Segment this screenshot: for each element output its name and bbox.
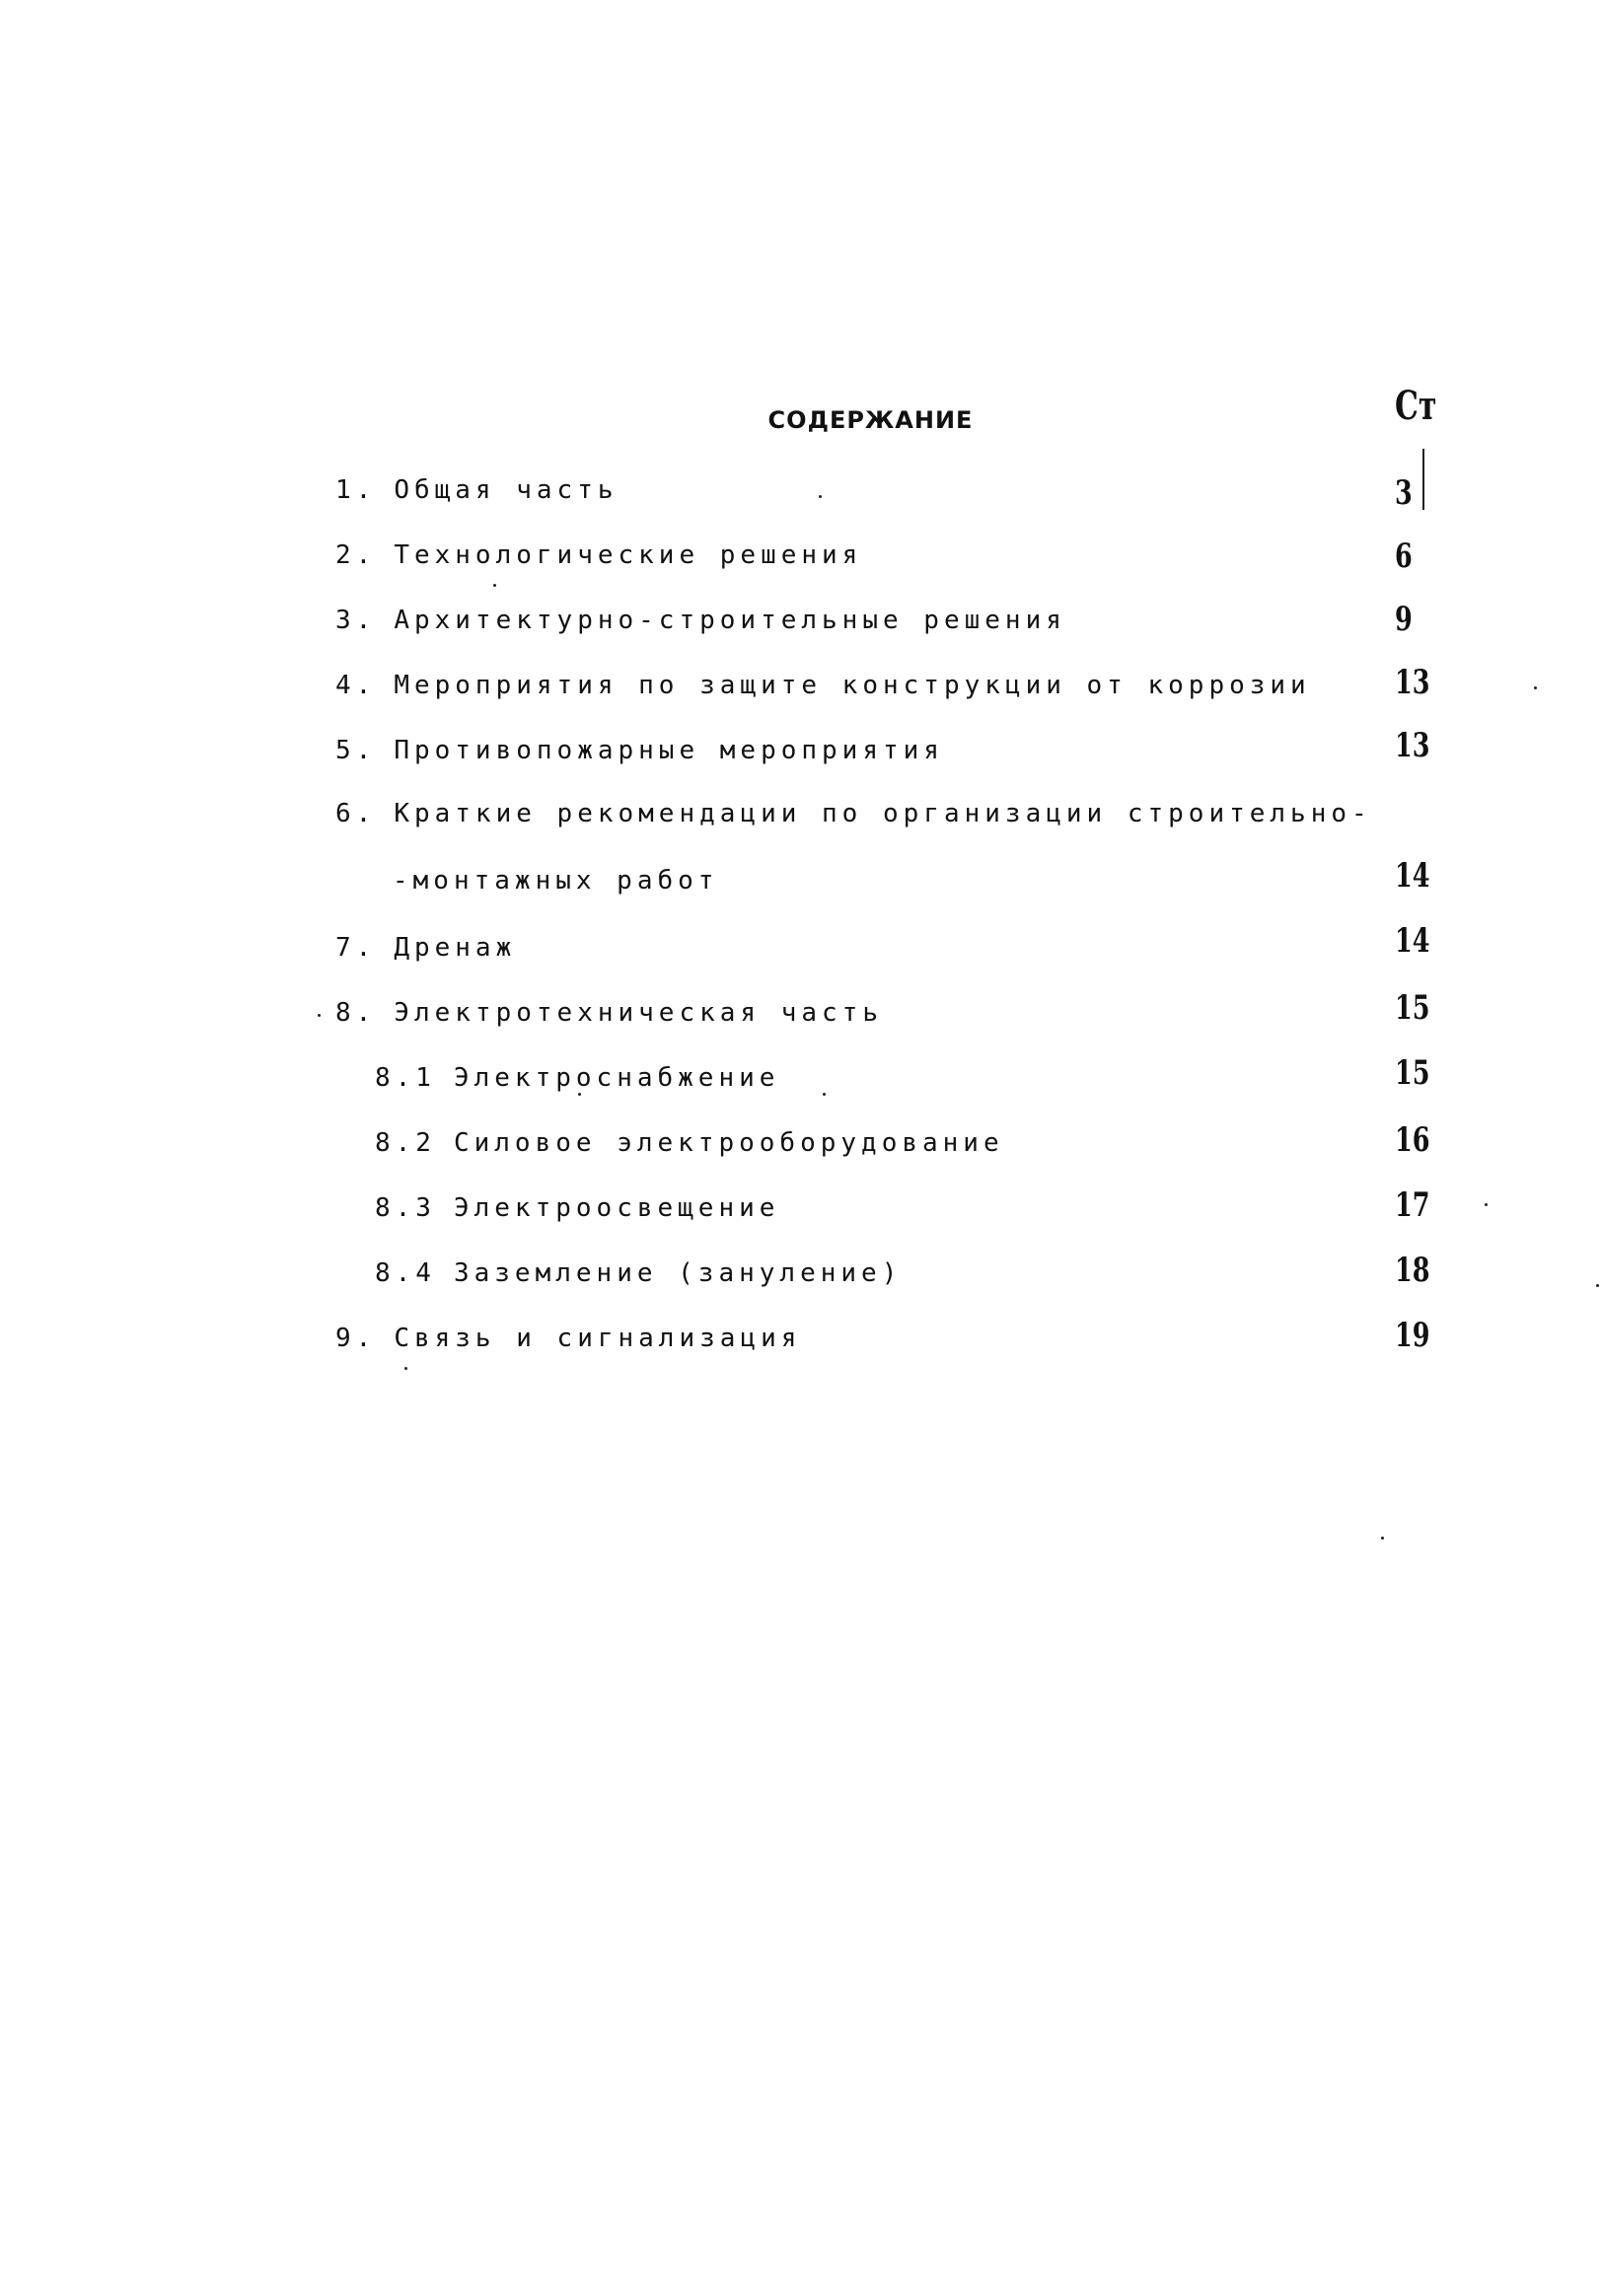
toc-entry-text: Технологические решения <box>394 540 863 570</box>
toc-entry-page: 14 <box>1395 921 1430 961</box>
toc-entry-page: 15 <box>1395 1053 1430 1093</box>
toc-entry <box>335 799 1372 838</box>
scan-speck <box>1485 1203 1488 1206</box>
toc-entry <box>335 736 944 775</box>
toc-entry-page: 13 <box>1395 663 1430 702</box>
toc-entry-number: 3. <box>335 606 377 635</box>
toc-entry-page: 6 <box>1395 537 1413 576</box>
toc-entry <box>335 475 619 515</box>
scan-speck <box>1596 1284 1599 1287</box>
toc-entry-text: Архитектурно-строительные решения <box>394 606 1066 635</box>
scan-speck <box>493 584 496 587</box>
toc-entry-page: 19 <box>1395 1316 1430 1355</box>
toc-entry-number: 4. <box>335 671 377 700</box>
toc-entry <box>335 606 1066 645</box>
toc-entry-text: Мероприятия по защите конструкции от коррозии <box>394 671 1311 700</box>
toc-entry <box>335 540 862 580</box>
toc-entry-page: 18 <box>1395 1251 1430 1290</box>
toc-subentry <box>375 1063 779 1103</box>
toc-entry <box>335 671 1311 710</box>
toc-entry-number: 8. <box>335 998 377 1028</box>
toc-subentry <box>375 1258 902 1298</box>
toc-entry-text: Общая часть <box>394 475 619 505</box>
toc-entry-text: Связь и сигнализация <box>394 1324 802 1353</box>
toc-entry <box>335 933 516 972</box>
toc-entry-number: 8.1 <box>375 1063 436 1093</box>
toc-entry-text: Противопожарные мероприятия <box>394 736 944 765</box>
toc-entry-text: Дренаж <box>394 933 517 963</box>
scan-speck <box>578 1093 581 1096</box>
toc-entry-text: Силовое электрооборудование <box>453 1128 1004 1158</box>
toc-entry-text: Заземление (зануление) <box>453 1258 903 1288</box>
toc-entry-number: 8.3 <box>375 1193 436 1223</box>
scan-speck <box>819 495 822 498</box>
toc-entry-number: 8.2 <box>375 1128 436 1158</box>
toc-entry-number: 9. <box>335 1324 377 1353</box>
toc-entry-text: Электроснабжение <box>453 1063 780 1093</box>
toc-entry-number: 8.4 <box>375 1258 436 1288</box>
toc-title: СОДЕРЖАНИЕ <box>767 406 974 434</box>
scan-speck <box>1534 686 1537 689</box>
toc-entry-page: 9 <box>1395 600 1413 639</box>
toc-subentry <box>375 1128 1004 1168</box>
toc-entry-page: 14 <box>1395 856 1430 896</box>
toc-entry-page: 3 <box>1395 473 1413 513</box>
scan-speck <box>404 1367 407 1370</box>
toc-entry-text: Краткие рекомендации по организации строительно- <box>394 799 1372 828</box>
toc-entry-page: 15 <box>1395 988 1430 1028</box>
toc-entry <box>335 1324 801 1363</box>
margin-mark <box>1422 449 1424 510</box>
toc-entry <box>335 998 883 1038</box>
page-column-header: Ст <box>1395 383 1437 429</box>
toc-entry-number: 5. <box>335 736 377 765</box>
scan-speck <box>1381 1537 1384 1540</box>
toc-entry-number: 1. <box>335 475 377 505</box>
toc-subentry <box>375 1193 779 1233</box>
toc-entry-text: Электротехническая часть <box>394 998 883 1028</box>
toc-entry-page: 17 <box>1395 1185 1430 1225</box>
toc-entry-continuation <box>393 866 718 905</box>
toc-entry-number: 6. <box>335 799 377 828</box>
toc-entry-page: 13 <box>1395 726 1430 765</box>
scan-speck <box>318 1014 321 1017</box>
toc-entry-number: 2. <box>335 540 377 570</box>
toc-entry-text: Электроосвещение <box>453 1193 780 1223</box>
toc-entry-page: 16 <box>1395 1120 1430 1160</box>
scan-speck <box>823 1093 826 1096</box>
toc-entry-text: -монтажных работ <box>393 866 719 896</box>
toc-entry-number: 7. <box>335 933 377 963</box>
